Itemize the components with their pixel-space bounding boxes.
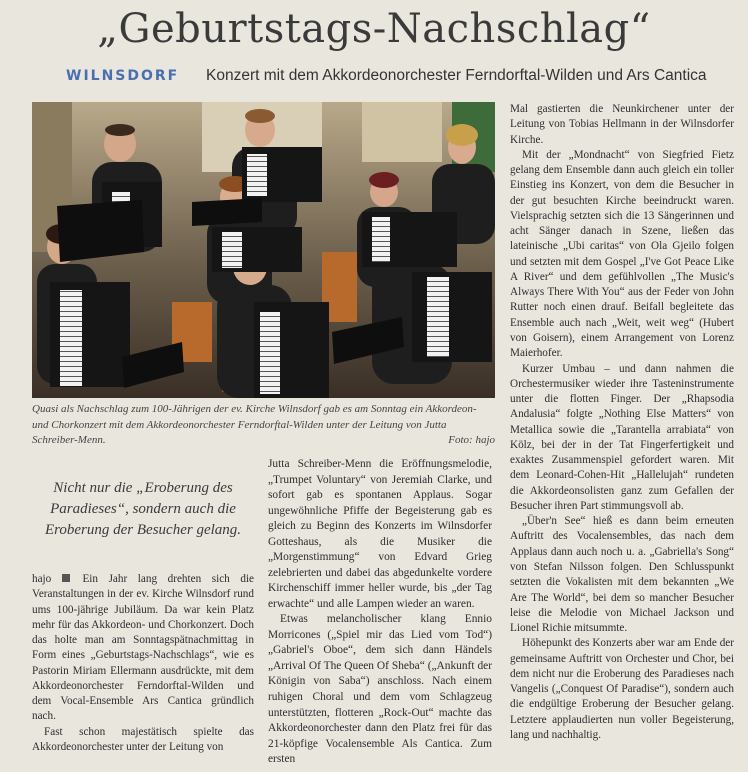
location-kicker: WILNSDORF xyxy=(66,68,180,84)
paragraph: Etwas melancholischer klang Ennio Morricones („Spiel mir das Lied vom Tod“) „Gabriel's Oboe“, dem sich dann Händels „Arrival Of The Queen Of Sheba“ („Ankunft der Königin von Saba“) anschloss. Nach einem ruhigen Choral und dem vom Schlagzeug unterstützten, flotteren „Rock-Out“ machte das Akkordeonorchester dann den Platz frei für das 21-köpfige Vocalensemble Als Cantica. Zum ersten xyxy=(268,613,492,766)
byline: hajo xyxy=(32,573,52,585)
paragraph: Mit der „Mondnacht“ von Siegfried Fietz gelang dem Ensemble dann auch gleich ein toller Einstieg ins Konzert, von dem die Besucher in der gut besuchten Kirche beeindruckt waren. Vielsprachig setzten sich die 13 Sängerinnen und acht Sänger danach in Szene, ließen das lateinische „Ubi caritas“ von Ola Gjeilo folgen und setzten mit dem Gospel „I've Got Peace Like A River“ und dem gefühlvollen „The Music's Always There With You“ aus der Feder von John Rutter noch einen drauf. Beifall begleitete das Ensemble auch nach „Weit, weit weg“ (Hubert von Goisern), einem Arrangement von Lorenz Maierhofer. xyxy=(510,148,734,360)
headline: „Geburtstags-Nachschlag“ xyxy=(97,6,651,52)
pull-quote: Nicht nur die „Eroberung des Paradieses“, sondern auch die Eroberung der Besucher gelang. xyxy=(44,480,242,538)
paragraph: Kurzer Umbau – und dann nahmen die Orchestermusiker wieder ihre Tasteninstrumente unter die flotten Finger. Der „Rhapsodia Andalusia“ folgte „Nothing Else Matters“ von Metallica sowie die „Tarantella arrabiata“ von Kölz, bei der in der Tat Fingerfertigkeit und exaktes Zusammenspiel gefordert waren. Mit dem Leonard-Cohen-Hit „Hallelujah“ rundeten die Akkordeonsolisten ganz zum Gefallen der Besucher ihren Part stimmungsvoll ab. xyxy=(510,362,734,512)
photo-caption xyxy=(32,402,495,449)
photo-credit: Foto: hajo xyxy=(448,434,495,446)
paragraph: „Über'n See“ hieß es dann beim erneuten Auftritt des Vocalensembles, das nach dem Applaus dann auch noch u. a. „Gabriella's Song“ von Stefan Nilsson folgen. Den Schlusspunkt setzten die Vokalisten mit dem bekannten „We Are The World“, bei dem so mancher Besucher leise die Melodie von Michael Jackson und Lionel Richie mitsummte. xyxy=(510,515,734,635)
article-column-1 xyxy=(32,572,254,755)
article-column-3 xyxy=(510,102,734,743)
concert-photo xyxy=(32,102,495,398)
paragraph: Jutta Schreiber-Menn die Eröffnungsmelodie, „Trumpet Voluntary“ von Jeremiah Clarke, und sofort gab es spontanen Applaus. Sogar ungewöhnliche Pfiffe der Begeisterung gab es gleich zu Beginn des Konzerts im Wilnsdorfer Gotteshaus, als die Musiker die „Morgenstimmung“ von Edvard Grieg zelebrierten und dabei das abgedunkelte vordere Kirchenschiff immer heller wurde, bis „der Tag erwachte“ und alle Lampen wieder an waren. xyxy=(268,458,492,610)
subheadline: Konzert mit dem Akkordeonorchester Ferndorftal-Wilden und Ars Cantica xyxy=(206,67,707,84)
paragraph: Ein Jahr lang drehten sich die Veranstaltungen in der ev. Kirche Wilnsdorf rund ums 100-jährige Jubiläum. Da war kein Platz mehr für das Akkordeon- und Chorkonzert. Doch das holte man am Sonntagspätnachmittag in Form eines „Geburtstags-Nachschlags“, wie es Pastorin Miriam Ellermann ausdrückte, mit dem Akkordeonorchester Ferndorftal-Wilden und dem Vocal-Ensemble Ars Cantica gründlich nach. xyxy=(32,573,255,723)
paragraph: Fast schon majestätisch spielte das Akkordeonorchester unter der Leitung von xyxy=(32,725,254,753)
caption-text: Quasi als Nachschlag zum 100-Jährigen der ev. Kirche Wilnsdorf gab es am Sonntag ein Akkordeon- und Chorkonzert mit dem Akkordeonorchester Ferndorftal-Wilden unter der Leitung von Jutta Schreiber-Menn. xyxy=(32,403,477,446)
bullet-square-icon xyxy=(62,574,70,582)
paragraph: Mal gastierten die Neunkirchener unter der Leitung von Tobias Hellmann in der Wilnsdorfer Kirche. xyxy=(510,103,734,146)
paragraph: Höhepunkt des Konzerts aber war am Ende der gemeinsame Auftritt von Orchester und Chor, bei dem nicht nur die Eroberung des Paradieses nach Vangelis („Conquest Of Paradise“), sondern auch die endgültige Eroberung der Besucher gelang. Letztere applaudierten nun voller Begeisterung, lang und nachhaltig. xyxy=(510,637,734,741)
article-column-2 xyxy=(268,457,492,768)
